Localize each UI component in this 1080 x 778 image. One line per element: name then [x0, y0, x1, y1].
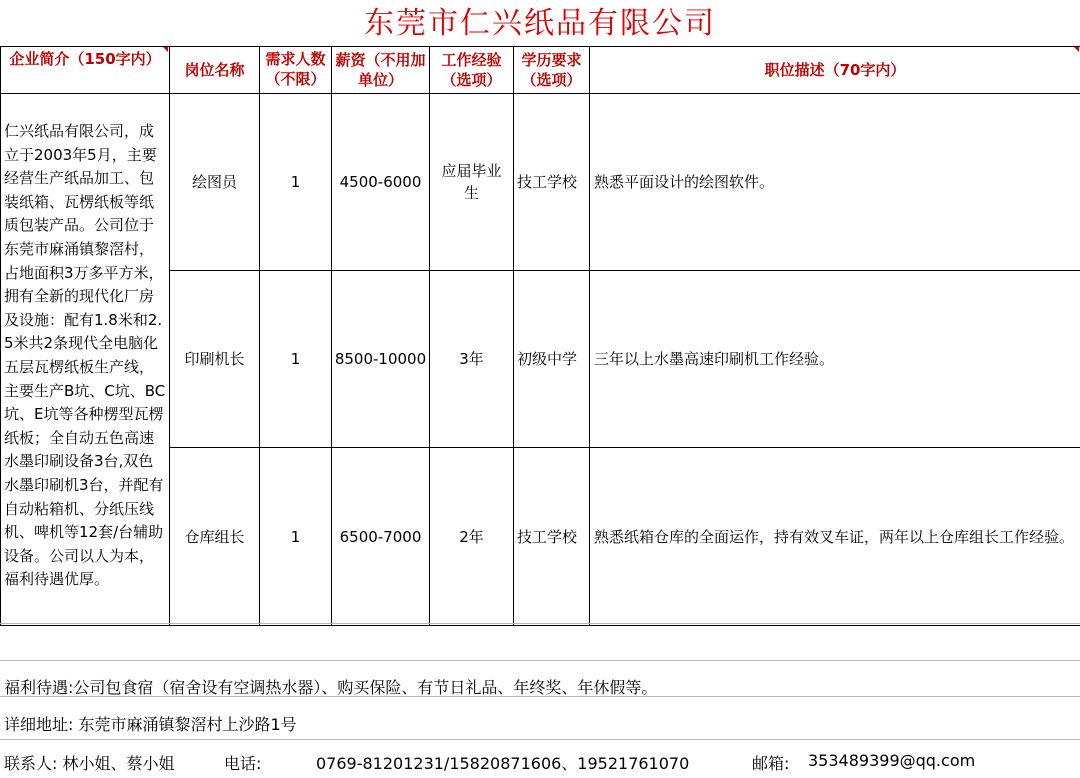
job-table	[0, 46, 1080, 626]
contact-line	[0, 751, 1080, 773]
job-description: 熟悉平面设计的绘图软件。	[590, 94, 1080, 271]
divider	[0, 660, 1080, 661]
job-count: 1	[260, 271, 332, 448]
job-experience: 3年	[430, 271, 514, 448]
job-education: 初级中学	[514, 271, 590, 448]
table-header-row	[1, 47, 1080, 94]
job-experience: 2年	[430, 448, 514, 626]
contact-person: 联系人: 林小姐、蔡小姐	[4, 754, 175, 773]
email-address: 353489399@qq.com	[808, 751, 976, 770]
job-description: 熟悉纸箱仓库的全面运作，持有效叉车证，两年以上仓库组长工作经验。	[590, 448, 1080, 626]
job-description: 三年以上水墨高速印刷机工作经验。	[590, 271, 1080, 448]
email-label: 邮箱:	[752, 754, 790, 773]
header-description: 职位描述（70字内）	[590, 47, 1080, 94]
job-education: 技工学校	[514, 94, 590, 271]
job-position: 印刷机长	[170, 271, 260, 448]
job-position: 绘图员	[170, 94, 260, 271]
phone-number: 0769-81201231/15820871606、19521761070	[316, 754, 690, 773]
job-position: 仓库组长	[170, 448, 260, 626]
benefits-text: 福利待遇:公司包食宿（宿舍设有空调热水器）、购买保险、有节日礼品、年终奖、年休假等。	[4, 678, 658, 697]
job-experience: 应届毕业生	[430, 94, 514, 271]
table-row	[1, 94, 1080, 271]
comment-marker	[1074, 47, 1079, 52]
job-count: 1	[260, 448, 332, 626]
company-title: 东莞市仁兴纸品有限公司	[364, 6, 716, 41]
job-salary: 8500-10000	[332, 271, 430, 448]
phone-label: 电话:	[224, 754, 262, 773]
address-text: 详细地址: 东莞市麻涌镇黎滘村上沙路1号	[4, 715, 297, 734]
header-intro: 企业简介（150字内）	[1, 47, 170, 94]
header-education: 学历要求（选项）	[514, 47, 590, 94]
job-salary: 4500-6000	[332, 94, 430, 271]
job-salary: 6500-7000	[332, 448, 430, 626]
job-count: 1	[260, 94, 332, 271]
comment-marker	[163, 47, 168, 52]
header-experience: 工作经验（选项）	[430, 47, 514, 94]
header-count: 需求人数（不限）	[260, 47, 332, 94]
divider	[0, 623, 1080, 624]
header-position: 岗位名称	[170, 47, 260, 94]
company-intro: 仁兴纸品有限公司，成立于2003年5月，主要经营生产纸品加工、包装纸箱、瓦楞纸板等纸质包装产品。公司位于东莞市麻涌镇黎滘村，占地面积3万多平方米，拥有全新的现代化厂房及设施：配有1.8米和2.5米共2条现代全电脑化五层瓦楞纸板生产线，主要生产B坑、C坑、BC坑、E坑等各种楞型瓦楞纸板；全自动五色高速水墨印刷设备3台,双色水墨印刷机3台，并配有自动粘箱机、分纸压线机、啤机等12套/台辅助设备。公司以人为本，福利待遇优厚。	[1, 94, 170, 626]
job-education: 技工学校	[514, 448, 590, 626]
divider	[0, 739, 1080, 740]
header-salary: 薪资（不用加单位）	[332, 47, 430, 94]
